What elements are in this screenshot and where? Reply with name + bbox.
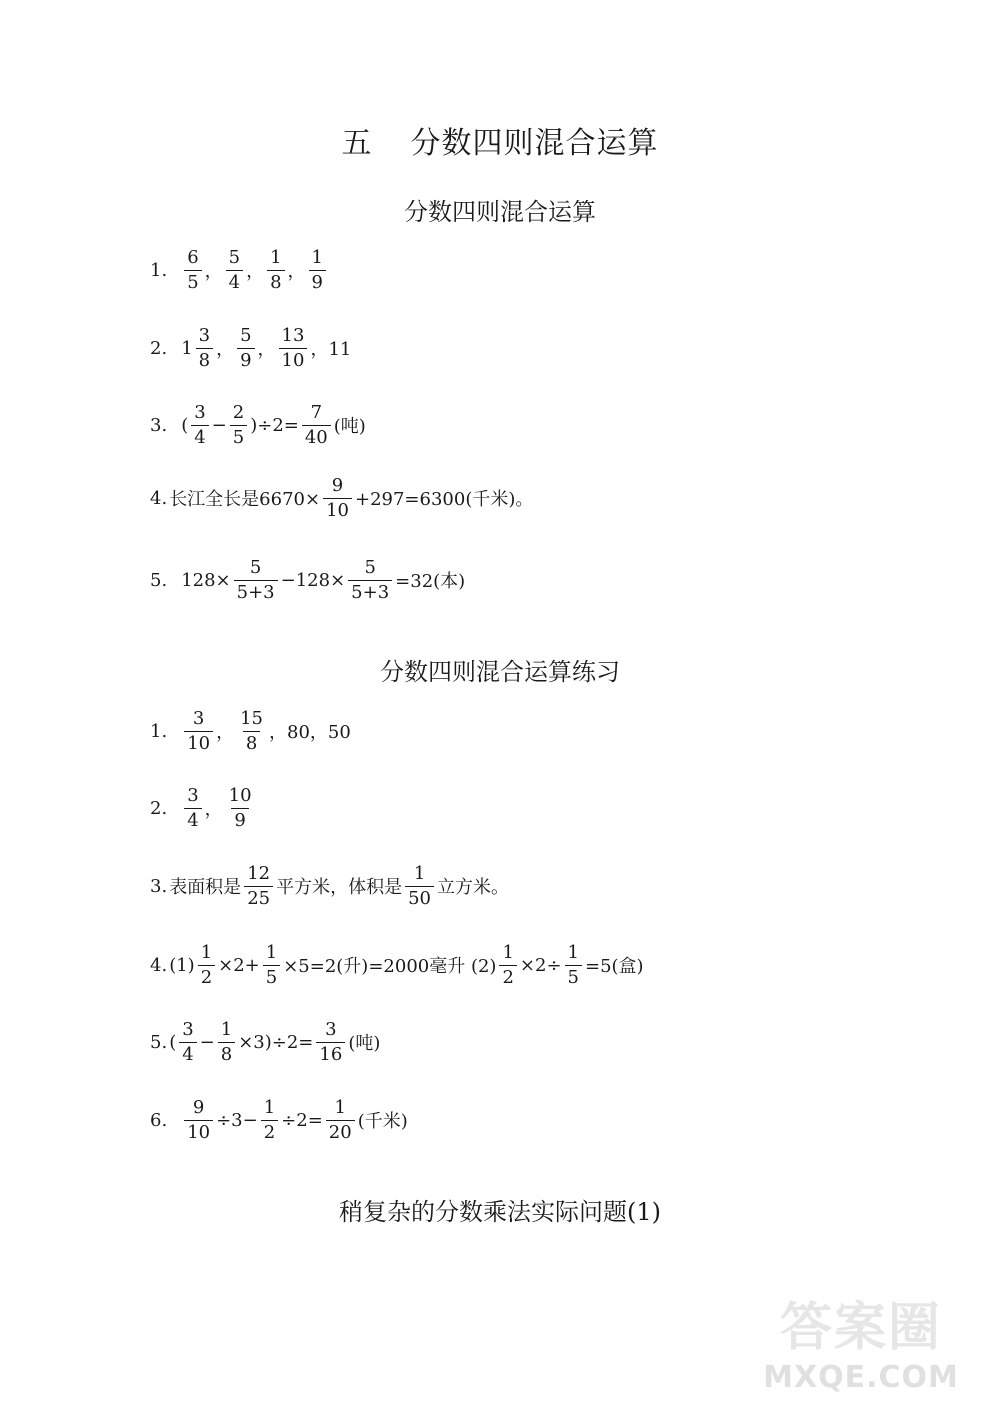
answer-text: ，11 xyxy=(310,339,352,360)
fraction xyxy=(230,401,247,448)
answer-text: 1 xyxy=(181,337,193,359)
fraction-denominator: 2 xyxy=(499,965,516,987)
fraction-denominator: 5+3 xyxy=(348,580,392,602)
fraction-numerator: 1 xyxy=(502,941,514,963)
answer-number: 4. xyxy=(150,487,168,509)
fraction xyxy=(302,401,331,448)
fraction-numerator: 9 xyxy=(192,1096,205,1118)
fraction xyxy=(405,862,434,909)
fraction-denominator: 50 xyxy=(405,886,434,908)
fraction-denominator: 5 xyxy=(565,965,582,987)
fraction-numerator: 3 xyxy=(182,1018,194,1040)
fraction xyxy=(184,707,213,754)
chapter-title: 分数四则混合运算 xyxy=(410,126,659,161)
answer-number: 1. xyxy=(150,720,168,742)
fraction-numerator: 15 xyxy=(240,707,263,729)
fraction-numerator: 3 xyxy=(198,324,211,346)
answer-line xyxy=(150,318,351,378)
answer-line xyxy=(150,701,351,761)
fraction-denominator: 10 xyxy=(323,498,352,520)
chapter-heading xyxy=(0,118,1000,162)
answer-number: 5. xyxy=(150,569,168,591)
section-title-2: 分数四则混合运算练习 xyxy=(380,658,620,686)
answer-text: (1) xyxy=(169,954,195,976)
fraction-denominator: 2 xyxy=(198,965,215,987)
answer-line xyxy=(150,550,465,610)
fraction xyxy=(267,246,284,293)
section-title-1: 分数四则混合运算 xyxy=(404,198,596,226)
fraction-numerator: 3 xyxy=(325,1018,337,1040)
fraction-numerator: 9 xyxy=(331,474,344,496)
answer-text: 128× xyxy=(181,569,231,591)
fraction-numerator: 5 xyxy=(240,324,252,346)
answer-text: ，80，50 xyxy=(269,722,351,743)
answer-text: ， xyxy=(204,261,223,282)
fraction-numerator: 1 xyxy=(263,1096,276,1118)
fraction-numerator: 3 xyxy=(194,401,206,423)
fraction-denominator: 5 xyxy=(230,425,247,447)
fraction-denominator: 10 xyxy=(184,1120,213,1142)
fraction xyxy=(184,246,201,293)
fraction-numerator: 2 xyxy=(232,401,245,423)
answer-number: 3. xyxy=(150,875,168,897)
answer-line xyxy=(150,395,366,455)
fraction-numerator: 1 xyxy=(220,1018,233,1040)
fraction-numerator: 5 xyxy=(364,556,376,578)
fraction-denominator: 5 xyxy=(263,965,280,987)
fraction-denominator: 8 xyxy=(196,348,213,370)
fraction-denominator: 40 xyxy=(302,425,331,447)
answer-text: ×5=2(升)=2000毫升 (2) xyxy=(283,956,497,977)
fraction xyxy=(499,941,516,988)
fraction-denominator: 9 xyxy=(237,348,254,370)
section-title-3: 稍复杂的分数乘法实际问题(1) xyxy=(339,1198,661,1226)
fraction-numerator: 1 xyxy=(334,1096,346,1118)
fraction-numerator: 1 xyxy=(413,862,426,884)
fraction-denominator: 9 xyxy=(309,270,326,292)
fraction xyxy=(261,1096,278,1143)
fraction xyxy=(279,324,308,371)
fraction-numerator: 1 xyxy=(265,941,278,963)
fraction-denominator: 4 xyxy=(226,270,243,292)
fraction-numerator: 5 xyxy=(228,246,241,268)
fraction-numerator: 5 xyxy=(249,556,262,578)
fraction-denominator: 10 xyxy=(184,731,213,753)
fraction-denominator: 5+3 xyxy=(234,580,278,602)
answer-text: ( xyxy=(169,1031,177,1053)
answer-text: − xyxy=(199,1031,215,1053)
fraction xyxy=(326,1096,355,1143)
answer-text: (吨) xyxy=(348,1033,381,1054)
answer-line xyxy=(150,856,509,916)
answer-text: ， xyxy=(287,261,306,282)
answer-text: 表面积是 xyxy=(169,877,242,898)
answer-line xyxy=(150,935,644,995)
fraction-numerator: 6 xyxy=(187,246,199,268)
answer-number: 2. xyxy=(150,337,168,359)
answer-text: 平方米，体积是 xyxy=(276,877,403,898)
fraction-denominator: 10 xyxy=(279,348,308,370)
answer-number: 1. xyxy=(150,259,168,281)
fraction-numerator: 1 xyxy=(311,246,323,268)
fraction xyxy=(263,941,280,988)
fraction xyxy=(184,1096,213,1143)
fraction-denominator: 4 xyxy=(191,425,208,447)
fraction-numerator: 12 xyxy=(247,862,271,884)
fraction-numerator: 1 xyxy=(270,246,282,268)
fraction-numerator: 1 xyxy=(200,941,213,963)
chapter-number: 五 xyxy=(341,126,373,161)
fraction xyxy=(234,556,278,603)
answer-text: ×2+ xyxy=(218,954,260,976)
fraction xyxy=(179,1018,196,1065)
fraction xyxy=(244,862,273,909)
fraction-denominator: 8 xyxy=(243,731,260,753)
answer-text: ×2÷ xyxy=(519,954,562,976)
fraction-denominator: 16 xyxy=(316,1042,345,1064)
answer-text: ÷3− xyxy=(216,1109,258,1131)
fraction xyxy=(565,941,582,988)
fraction-denominator: 4 xyxy=(179,1042,196,1064)
answer-number: 6. xyxy=(150,1109,168,1131)
answer-number: 5. xyxy=(150,1031,168,1053)
answer-text: −128× xyxy=(280,569,346,591)
watermark-url: MXQE.COM xyxy=(763,1360,959,1395)
fraction xyxy=(184,784,201,831)
fraction-numerator: 10 xyxy=(228,784,252,806)
fraction-denominator: 9 xyxy=(231,808,248,830)
answer-text: ， xyxy=(204,799,223,820)
fraction-numerator: 3 xyxy=(187,784,199,806)
answer-text: ， xyxy=(246,261,265,282)
answer-text: 立方米。 xyxy=(437,877,509,898)
answer-line xyxy=(150,778,258,838)
answer-text: ， xyxy=(216,339,235,360)
answer-text: ×3)÷2= xyxy=(238,1031,314,1053)
fraction xyxy=(309,246,326,293)
answer-text: +297=6300(千米)。 xyxy=(354,489,534,510)
answer-number: 3. xyxy=(150,414,168,436)
fraction xyxy=(218,1018,235,1065)
answer-text: ， xyxy=(216,722,235,743)
watermark-logo xyxy=(746,1285,976,1395)
answer-number: 2. xyxy=(150,797,168,819)
fraction xyxy=(323,474,352,521)
fraction xyxy=(316,1018,345,1065)
fraction-numerator: 7 xyxy=(310,401,323,423)
answer-text: =32(本) xyxy=(395,571,466,592)
fraction xyxy=(198,941,215,988)
answer-text: (吨) xyxy=(333,416,366,437)
fraction xyxy=(226,246,243,293)
answer-text: ( xyxy=(181,414,189,436)
answer-text: )÷2= xyxy=(250,414,299,436)
fraction-denominator: 8 xyxy=(218,1042,235,1064)
fraction xyxy=(196,324,213,371)
answer-text: =5(盒) xyxy=(584,956,644,977)
fraction xyxy=(237,324,254,371)
answer-text: ÷2= xyxy=(281,1109,323,1131)
answer-line xyxy=(150,468,533,528)
answer-number: 4. xyxy=(150,954,168,976)
fraction-numerator: 3 xyxy=(192,707,205,729)
answer-line xyxy=(150,240,329,300)
fraction-denominator: 8 xyxy=(267,270,284,292)
fraction xyxy=(348,556,392,603)
fraction-numerator: 13 xyxy=(281,324,305,346)
answer-line xyxy=(150,1090,408,1150)
fraction-denominator: 5 xyxy=(184,270,201,292)
fraction xyxy=(226,784,255,831)
fraction xyxy=(191,401,208,448)
fraction-numerator: 1 xyxy=(567,941,579,963)
fraction xyxy=(237,707,266,754)
answer-text: 长江全长是6670× xyxy=(169,489,321,510)
fraction-denominator: 25 xyxy=(244,886,273,908)
fraction-denominator: 20 xyxy=(326,1120,355,1142)
answer-text: (千米) xyxy=(357,1111,408,1132)
fraction-denominator: 2 xyxy=(261,1120,278,1142)
answer-text: − xyxy=(211,414,227,436)
answer-line xyxy=(150,1012,380,1072)
watermark-text: 答案圈 xyxy=(779,1298,942,1358)
answer-text: ， xyxy=(257,339,276,360)
fraction-denominator: 4 xyxy=(184,808,201,830)
